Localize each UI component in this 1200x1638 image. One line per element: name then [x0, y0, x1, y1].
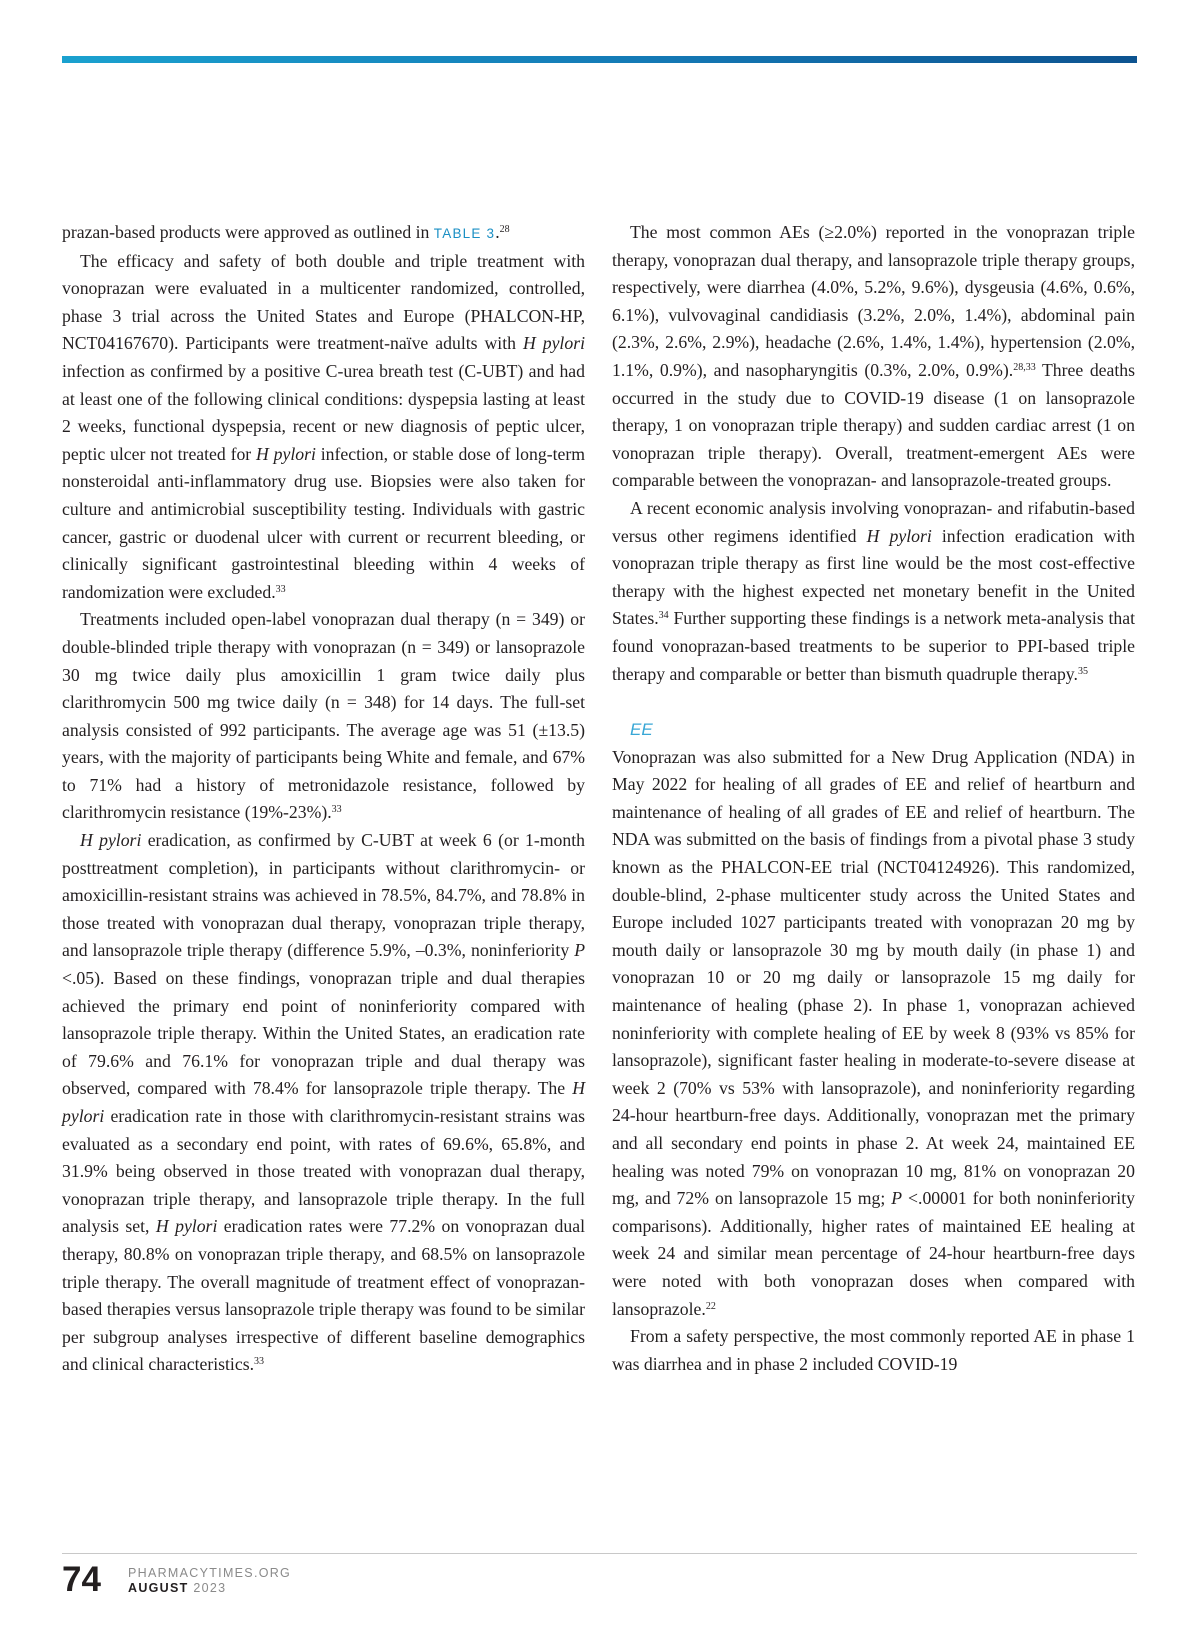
citation: 22 — [705, 1300, 716, 1312]
text-run: Three deaths occurred in the study due to COVID-19 disease (1 on lansoprazole therapy, 1 on vonoprazan triple therapy) and sudden cardiac arrest (1 on vonoprazan triple therapy). Overall, treatment-emergent AEs were comparable between the vonoprazan- and lansoprazole-treated groups. — [612, 359, 1136, 491]
citation: 33 — [254, 1356, 265, 1368]
text-run: <.00001 for both noninferiority comparisons). Additionally, higher rates of maintained EE healing at week 24 and similar mean percentage of 24-hour heartburn-free days were noted with both vonoprazan doses when compared with lansoprazole. — [612, 1188, 1135, 1319]
italic-term: H pylori — [866, 525, 932, 546]
paragraph — [612, 495, 1135, 688]
table-3-link[interactable]: TABLE 3 — [433, 226, 496, 241]
italic-term: H pylori — [62, 1078, 585, 1126]
citation: 33 — [331, 804, 342, 816]
citation: 35 — [1077, 665, 1088, 677]
italic-term: P — [574, 940, 585, 961]
paragraph — [62, 827, 585, 1379]
citation: 33 — [275, 583, 286, 595]
paragraph — [612, 219, 1135, 495]
paragraph — [62, 248, 585, 607]
italic-term: H pylori — [155, 1216, 218, 1237]
page-number: 74 — [62, 1560, 101, 1599]
section-heading-ee: EE — [630, 720, 653, 740]
paragraph — [612, 1323, 1135, 1378]
text-run: A recent economic analysis involving vonoprazan- and rifabutin-based versus other regimens identified — [612, 497, 1135, 546]
citation: 34 — [658, 610, 669, 622]
italic-term: H pylori — [80, 830, 142, 851]
italic-term: P — [891, 1188, 903, 1209]
left-column — [62, 219, 585, 1379]
footer-site[interactable]: PHARMACYTIMES.ORG — [128, 1566, 292, 1580]
paragraph — [612, 744, 1135, 1323]
paragraph — [62, 219, 585, 248]
text-run: <.05). Based on these findings, vonoprazan triple and dual therapies achieved the primary end point of noninferiority compared with lansoprazole triple therapy. Within the United States, an eradication rate of 79.6% and 76.1% for vonoprazan triple and dual therapy was observed, compared with 78.4% for lansoprazole triple therapy. The — [62, 968, 585, 1099]
text-run: Further supporting these findings is a network meta-analysis that found vonoprazan-based treatments to be superior to PPI-based triple therapy and comparable or better than bismuth quadruple therapy. — [612, 608, 1135, 684]
italic-term: H pylori — [256, 443, 316, 464]
text-run: infection, or stable dose of long-term nonsteroidal anti-inflammatory drug use. Biopsies were also taken for culture and antimicrobial susceptibility testing. Individuals with gastric cancer, gastric or duodenal ulcer with current or recurrent bleeding, or clinically significant gastrointestinal bleeding within 4 weeks of randomization were excluded. — [62, 443, 586, 602]
header-accent-bar — [62, 56, 1137, 63]
paragraph — [62, 606, 585, 827]
text-run: The most common AEs (≥2.0%) reported in the vonoprazan triple therapy, vonoprazan dual therapy, and lansoprazole triple therapy groups, respectively, were diarrhea (4.0%, 5.2%, 9.6%), dysgeusia (4.6%, 0.6%, 6.1%), vulvovaginal candidiasis (3.2%, 2.0%, 1.4%), abdominal pain (2.3%, 2.6%, 2.9%), headache (2.6%, 1.4%, 1.4%), hypertension (2.0%, 1.1%, 0.9%), and nasopharyngitis (0.3%, 2.0%, 0.9%). — [612, 222, 1135, 380]
text-run: prazan-based products were approved as outlined in — [62, 222, 434, 242]
text-run: eradication rate in those with clarithromycin-resistant strains was evaluated as a secondary end point, with rates of 69.6%, 65.8%, and 31.9% being observed in those treated with vonoprazan dual therapy, vonoprazan triple therapy, and lansoprazole triple therapy. In the full analysis set, — [62, 1106, 585, 1237]
footer-month: AUGUST — [128, 1581, 189, 1595]
citation: 28,33 — [1013, 361, 1036, 373]
text-run: eradication rates were 77.2% on vonoprazan dual therapy, 80.8% on vonoprazan triple therapy, and 68.5% on lansoprazole triple therapy. The overall magnitude of treatment effect of vonoprazan-based therapies versus lansoprazole triple therapy was found to be similar per subgroup analyses irrespective of different baseline demographics and clinical characteristics. — [62, 1216, 585, 1375]
footer-year: 2023 — [193, 1581, 227, 1595]
footer-date — [128, 1581, 226, 1596]
text-run: . — [495, 222, 500, 242]
text-run: infection eradication with vonoprazan triple therapy as first line would be the most cost-effective therapy with the highest expected net monetary benefit in the United States. — [612, 525, 1135, 629]
text-run: Vonoprazan was also submitted for a New Drug Application (NDA) in May 2022 for healing of all grades of EE and relief of heartburn and maintenance of healing of all grades of EE and relief of heartburn. The NDA was submitted on the basis of findings from a pivotal phase 3 study known as the PHALCON-EE trial (NCT04124926). This randomized, double-blind, 2-phase multicenter study across the United States and Europe included 1027 participants treated with vonoprazan 20 mg by mouth daily or lansoprazole 30 mg by mouth daily (in phase 1) and vonoprazan 10 or 20 mg daily or lansoprazole 15 mg daily for maintenance of healing (phase 2). In phase 1, vonoprazan achieved noninferiority with complete healing of EE by week 8 (93% vs 85% for lansoprazole), significant faster healing in moderate-to-severe disease at week 2 (70% vs 53% with lansoprazole), and noninferiority regarding 24-hour heartburn-free days. Additionally, vonoprazan met the primary and all secondary end points in phase 2. At week 24, maintained EE healing was noted 79% on vonoprazan 10 mg, 81% on vonoprazan 20 mg, and 72% on lansoprazole 15 mg; — [612, 746, 1135, 1209]
text-run: eradication, as confirmed by C-UBT at week 6 (or 1-month posttreatment completion), in participants without clarithromycin- or amoxicillin-resistant strains was achieved in 78.5%, 84.7%, and 78.8% in those treated with vonoprazan dual therapy, vonoprazan triple therapy, and lansoprazole triple therapy (difference 5.9%, –0.3%, noninferiority — [62, 830, 585, 961]
text-run: Treatments included open-label vonoprazan dual therapy (n = 349) or double-blinded triple therapy with vonoprazan (n = 349) or lansoprazole 30 mg twice daily plus amoxicillin 1 gram twice daily plus clarithromycin 500 mg twice daily (n = 348) for 14 days. The full-set analysis consisted of 992 participants. The average age was 51 (±13.5) years, with the majority of participants being White and female, and 67% to 71% had a history of metronidazole resistance, followed by clarithromycin resistance (19%-23%). — [62, 609, 585, 823]
text-run: The efficacy and safety of both double and triple treatment with vonoprazan were evaluated in a multicenter randomized, controlled, phase 3 trial across the United States and Europe (PHALCON-HP, NCT04167670). Participants were treatment-naïve adults with — [62, 250, 585, 354]
right-column — [612, 219, 1135, 1378]
footer-divider — [62, 1553, 1137, 1554]
text-run: infection as confirmed by a positive C-urea breath test (C-UBT) and had at least one of the following clinical conditions: dyspepsia lasting at least 2 weeks, functional dyspepsia, recent or new diagnosis of peptic ulcer, peptic ulcer not treated for — [62, 360, 585, 464]
text-run: From a safety perspective, the most commonly reported AE in phase 1 was diarrhea and in phase 2 included COVID-19 — [612, 1326, 1135, 1374]
italic-term: H pylori — [522, 333, 585, 354]
spacer — [612, 688, 1135, 716]
citation: 28 — [499, 224, 510, 235]
